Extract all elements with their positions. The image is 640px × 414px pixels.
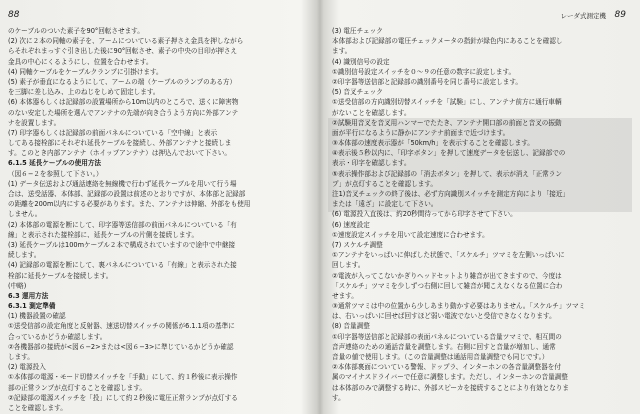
text-line: (5) 音叉チェック <box>332 88 383 97</box>
text-line: 表示・印字を確認します。 <box>332 159 411 168</box>
text-line: は、右いっぱいに回せば回すほど弱い電波でないと受信できなくなります。 <box>332 312 556 321</box>
text-line: 注1)音叉チェックの終了後は、必ず方向識別スイッチを測定方向により「接近」 <box>332 190 570 198</box>
text-line: ことを確認します。 <box>8 403 67 412</box>
text-line: 本体部および記録部の電圧チェックメータの指針が緑色内にあることを確認し <box>332 37 563 46</box>
text-line: ①送受信部の方向識別切替スイッチを「試験」にし、アンテナ前方に通行車輌 <box>332 98 562 107</box>
text-line: 栓部に延長ケーブルを接続します。 <box>8 271 113 280</box>
text-line: (2) 電源投入 <box>8 363 46 372</box>
text-line: せます。 <box>332 291 358 300</box>
text-line: す。 <box>332 393 345 402</box>
text-line: 金具の中心にくるようにし、位置を合わせます。 <box>8 57 153 66</box>
text-line: 属のマイナスドライバーで任意に調整します。ただし、インターホンの音量調整 <box>332 373 568 382</box>
text-line: (4) 同軸ケーブルをケーブルクランプに引掛けます。 <box>8 67 163 76</box>
text-line: ナを設置します。 <box>8 118 61 127</box>
text-line: します。 <box>8 353 34 361</box>
text-line: ①アンテナをいっぱいに伸ばした状態で、「スケルチ」ツマミを左側いっぱいに <box>332 251 565 260</box>
text-line: 6.1.5 延長ケーブルの使用方法 <box>8 159 102 168</box>
right-page <box>322 0 640 414</box>
text-line: または「遠ざ」に設定して下さい。 <box>332 200 438 209</box>
left-page-number: 88 <box>8 10 20 20</box>
text-line: 合っているかどうか確認します。 <box>8 332 107 341</box>
text-line: 合は、送受話器、本体部、記録部の設置は前述のとおりですが、本体部と記録部 <box>8 190 246 198</box>
text-line: (7) 印字器もしくは記録部の前面パネルについている「空中線」と表示 <box>8 128 218 137</box>
text-line: (2) 次に２本の同軸の素子を、アームについている素子押さえ金具を押しながら <box>8 37 244 46</box>
text-line: らそれぞれまっすぐ引き出した後に90°回転させ、素子の中央の目印が押さえ <box>8 47 238 56</box>
text-line: ①印字器等送信部と記録部の表面パネルについている音量ツマミで、相互間の <box>332 332 562 341</box>
text-line: 6.3 運用方法 <box>8 291 49 300</box>
text-line: (8) 音量調整 <box>332 322 370 331</box>
text-line: 音声連絡のための通話音量を調整します。右側に回すと音量が増加し、通常 <box>332 342 556 351</box>
text-line: (2) 本体部の電源を断にして、印字器等送信部の前面パネルについている「有 <box>8 220 237 229</box>
text-line: 線」と表示された接栓部に、延長ケーブルの片側を接続します。 <box>8 230 199 239</box>
left-page-text <box>8 26 308 413</box>
text-line: ③本体部の速度表示器が「50km/h」を表示することを確認します。 <box>332 139 534 148</box>
text-line: (1) データ伝送および通話連絡を無線機で行わず延長ケーブルを用いて行う場 <box>8 179 237 188</box>
text-line: ②各機器部の接続が<図６−2>または<図６−3>に準じているかどうか確認 <box>8 342 234 351</box>
text-line: (1) 機器設置の確認 <box>8 312 66 321</box>
text-line: してある接栓部にそれぞれ延長ケーブルを接続し、外部アンテナと接続しま <box>8 139 232 148</box>
text-line: の距離を200m以内にする必要があります。また、アンテナは伸縮、外部をも使用 <box>8 200 251 209</box>
text-line: 続します。 <box>8 251 41 260</box>
text-line: (4) 記録部の電源を断にして、裏パネルについている「有線」と表示された接 <box>8 261 237 270</box>
text-line: ①送受信部の設定角度と反射器、速送切替スイッチの関係が6.1.1項の基準に <box>8 322 235 331</box>
text-line: ①識別信号設定スイッチを０〜９の任意の数字に設定します。 <box>332 67 516 76</box>
text-line: ①本体部の電源・モード切替スイッチを「手動」にして、約１秒後に表示操作 <box>8 373 238 382</box>
text-line: (5) 素子が垂直になるようにして、アームの端（ケーブルのランプのある方） <box>8 77 237 86</box>
text-line: (6) 本体器もしくは記録部の設置場所から10m以内のところで、送くに障害物 <box>8 98 239 107</box>
text-line: を三脚に差し込み、上のねじをしめて固定します。 <box>8 88 160 97</box>
text-line: 音量の値で使用します。（この音量調整は通話用音量調整でも同じです。） <box>332 353 549 361</box>
running-head: レーダ式測定機 <box>560 12 606 20</box>
text-line: （図６−２を参照して下さい。） <box>8 169 103 178</box>
text-line: (7) スケルチ調整 <box>332 240 383 249</box>
text-line: ③通常ツマミは中の位置から少しあまり動かす必要はありません。「スケルチ」ツマミ <box>332 302 586 311</box>
text-line: 「スケルチ」ツマミを少しずつ右側に回して雑音が聞こえなくなる位置に合わ <box>332 281 563 290</box>
text-line: (6) 電源投入直後は、約20秒間待ってから印字させて下さい。 <box>332 210 517 219</box>
text-line: ②電波が入ってこないかぎりヘッドセットより雑音が出てきますので、今度は <box>332 271 562 280</box>
text-line: は本体部のみで調整する時に、外部スピーカを接続することにより有効となりま <box>332 383 569 392</box>
right-page-text <box>332 26 630 403</box>
text-line: (中略) <box>8 281 27 290</box>
text-line: ②本体部裏面についている警報、ドップラ、インターホンの各音量調整器を付 <box>332 363 561 372</box>
text-line: 部の正常ランプが点灯することを確認します。 <box>8 383 146 392</box>
text-line: ます。 <box>332 47 352 56</box>
text-line: ②記録部の電源スイッチを「投」にして約２秒後に電圧正常ランプが点灯する <box>8 393 238 402</box>
text-line: のケーブルのついた素子を90°回転させます。 <box>8 27 144 35</box>
text-line: がないことを確認します。 <box>332 108 411 117</box>
text-line: 回します。 <box>332 261 365 270</box>
text-line: 面が平行になるように静かにアンテナ前面まで近づけます。 <box>332 128 510 137</box>
text-line: ②印字器等送信部と記録部の識別番号を同じ番号に設定します。 <box>332 77 523 86</box>
text-line: す。このとき内部アンテナ（ホイップアンテナ）は押込んでおいて下さい。 <box>8 149 231 158</box>
text-line: (4) 識別信号の設定 <box>332 57 390 66</box>
text-line: 6.3.1 測定準備 <box>8 302 56 311</box>
right-page-number: 89 <box>614 10 626 20</box>
text-line: しません。 <box>8 210 42 219</box>
text-line: (3) 電圧チェック <box>332 27 383 35</box>
text-line: ⑤表示操作部および記録部の「消去ボタン」を押して、表示が消え「正常ラン <box>332 169 562 178</box>
text-line: のない安定した場所を選んでアンテナの先端が向き合うよう方向に外部アンテ <box>8 108 239 117</box>
text-line: ④表示後５秒以内に、「印字ボタン」を押して速度データを伝送し、記録部での <box>332 149 566 158</box>
text-line: プ」が点灯することを確認します。 <box>332 179 437 188</box>
text-line: (3) 延長ケーブルは100mケーブル２本で構成されていますので途中で中継接 <box>8 240 236 249</box>
text-line: ②試験用音叉を音叉用ハンマーでたたき、アンテナ開口部の前面と音叉の振動 <box>332 118 562 127</box>
text-line: (6) 速度設定 <box>332 220 370 229</box>
text-line: ①速度設定スイッチを用いて設定速度に合わせます。 <box>332 230 489 239</box>
left-page <box>0 0 318 414</box>
